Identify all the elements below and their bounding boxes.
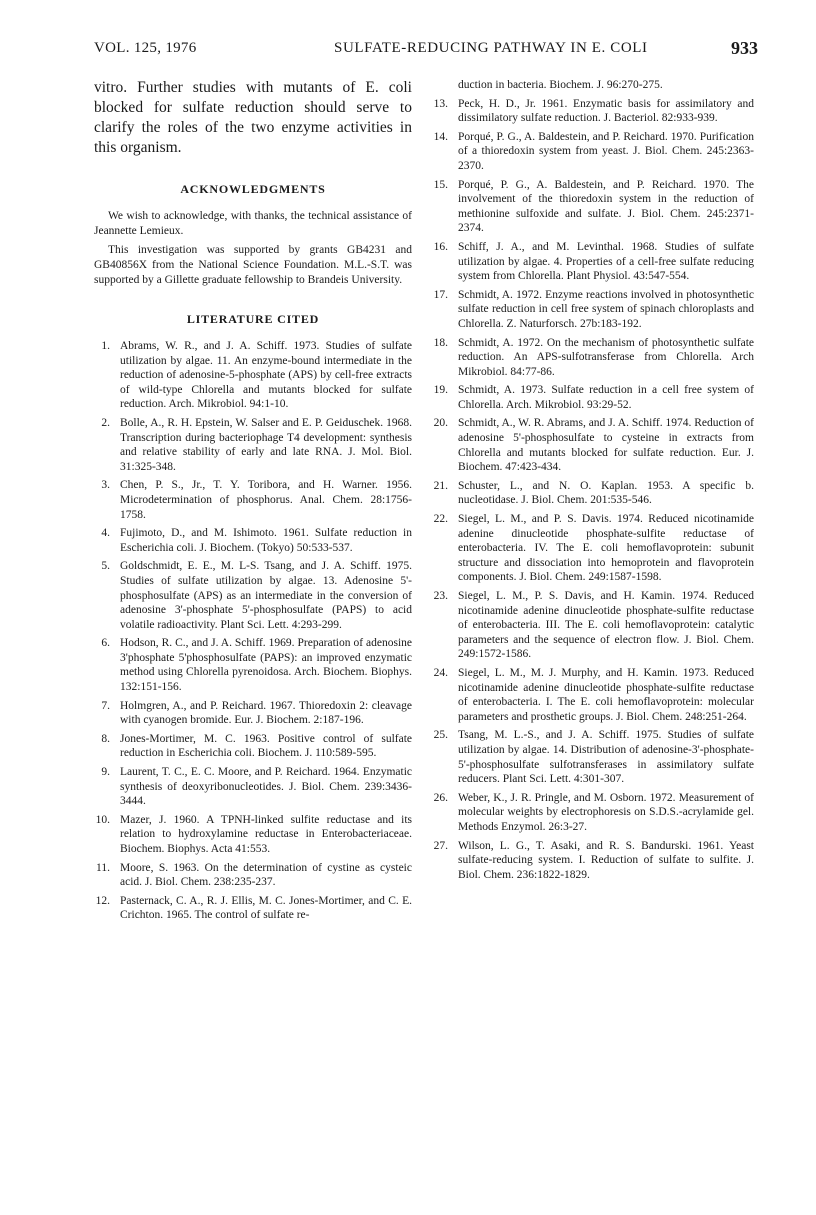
reference-item bbox=[432, 130, 754, 174]
reference-item bbox=[94, 416, 412, 474]
reference-number: 5. bbox=[101, 560, 110, 573]
reference-item bbox=[94, 732, 412, 761]
reference-text: Porqué, P. G., A. Baldestein, and P. Reichard. 1970. Purification of a thioredoxin system from yeast. J. Biol. Chem. 245:2363-2370. bbox=[458, 130, 754, 172]
reference-number: 22. bbox=[433, 513, 448, 526]
reference-number: 1. bbox=[101, 340, 110, 352]
reference-item bbox=[94, 526, 412, 555]
reference-text: Peck, H. D., Jr. 1961. Enzymatic basis for assimilatory and dissimilatory sulfate reduction. J. Bacteriol. 82:933-939. bbox=[458, 97, 754, 125]
reference-text: Hodson, R. C., and J. A. Schiff. 1969. Preparation of adenosine 3'phosphate 5'phosphosulfate (PAPS): an improved enzymatic method using Chlorella pyrenoidosa. Arch. Biochem. Biophys. 132:151-156. bbox=[120, 637, 412, 694]
reference-number: 19. bbox=[433, 384, 448, 397]
reference-item bbox=[94, 636, 412, 694]
reference-number: 10. bbox=[95, 813, 110, 826]
acknowledgments-title: ACKNOWLEDGMENTS bbox=[180, 182, 326, 196]
reference-item bbox=[94, 861, 412, 890]
reference-number: 26. bbox=[433, 791, 448, 804]
reference-number: 15. bbox=[433, 178, 448, 191]
reference-number: 4. bbox=[101, 527, 110, 540]
reference-text: Tsang, M. L.-S., and J. A. Schiff. 1975. Studies of sulfate utilization by algae. 14. Distribution of adenosine-3'-phosphate-5'-phosphosulfate sulfotransferases in assimilatory sulfate reducers. Plant Sci. Lett. 4:301-307. bbox=[458, 729, 754, 786]
reference-text: Laurent, T. C., E. C. Moore, and P. Reichard. 1964. Enzymatic synthesis of deoxyribonucleotides. J. Biol. Chem. 239:3436-3444. bbox=[120, 766, 412, 808]
reference-item bbox=[432, 666, 754, 724]
reference-text: Goldschmidt, E. E., M. L-S. Tsang, and J. A. Schiff. 1975. Studies of sulfate utilization by algae. 13. Adenosine 5'-phosphosulfate (APS) as an intermediate in the conversion of adenosine 3'-phosphate 5'-phosphosulfate (PAPS) to acid volatile radioactivity. Plant Sci. Lett. 4:293-299. bbox=[120, 560, 412, 631]
reference-number: 18. bbox=[433, 336, 448, 349]
reference-item bbox=[432, 383, 754, 412]
page-header bbox=[94, 38, 758, 62]
reference-number: 17. bbox=[433, 288, 448, 301]
reference-number: 2. bbox=[101, 416, 110, 429]
reference-number: 12. bbox=[95, 894, 110, 907]
reference-text: Schmidt, A. 1972. Enzyme reactions involved in photosynthetic sulfate reduction in cell free system of spinach chloroplasts and Chlorella. Z. Naturforsch. 27b:183-192. bbox=[458, 288, 754, 330]
reference-text: Moore, S. 1963. On the determination of cystine as cysteic acid. J. Biol. Chem. 238:235-237. bbox=[120, 861, 412, 889]
reference-text: Siegel, L. M., P. S. Davis, and H. Kamin. 1974. Reduced nicotinamide adenine dinucleotide phosphate-sulfite reductase of enterobacteria. III. The E. coli hemoflavoprotein: catalytic parameters and the sequence of electron flow. J. Biol. Chem. 249:1572-1586. bbox=[458, 590, 754, 661]
reference-item bbox=[432, 416, 754, 474]
reference-number: 9. bbox=[101, 766, 110, 779]
reference-text: Schmidt, A. 1972. On the mechanism of photosynthetic sulfate reduction. An APS-sulfotransferase from Chlorella. Arch Mikrobiol. 84:77-86. bbox=[458, 336, 754, 378]
reference-text: Porqué, P. G., A. Baldestein, and P. Reichard. 1970. The involvement of the thioredoxin system in the reduction of methionine sulfoxide and sulfate. J. Biol. Chem. 245:2371-2374. bbox=[458, 178, 754, 235]
reference-number: 6. bbox=[101, 637, 110, 650]
reference-text: Schiff, J. A., and M. Levinthal. 1968. Studies of sulfate utilization by algae. 4. Properties of a cell-free sulfate reducing system from Chlorella. Plant Physiol. 43:547-554. bbox=[458, 240, 754, 283]
right-column bbox=[432, 78, 754, 886]
reference-item bbox=[432, 479, 754, 508]
reference-item bbox=[94, 339, 412, 412]
reference-item bbox=[94, 765, 412, 809]
reference-item bbox=[94, 478, 412, 522]
reference-item bbox=[432, 728, 754, 786]
reference-text: Abrams, W. R., and J. A. Schiff. 1973. Studies of sulfate utilization by algae. 11. An enzyme-bound intermediate in the reduction of adenosine-5-phosphate (APS) by cell-free extracts of wild-type Chlorella and mutants blocked for sulfate reduction. Arch. Mikrobiol. 94:1-10. bbox=[120, 340, 412, 411]
reference-item bbox=[432, 97, 754, 126]
reference-number: 24. bbox=[433, 666, 448, 679]
reference-text: Chen, P. S., Jr., T. Y. Toribora, and H. Warner. 1956. Microdetermination of phosphorus. Anal. Chem. 28:1756-1758. bbox=[120, 479, 412, 521]
reference-item bbox=[94, 894, 412, 923]
reference-text: Bolle, A., R. H. Epstein, W. Salser and E. P. Geiduschek. 1968. Transcription during bacteriophage T4 development: synthesis and relative stability of early and late RNA. J. Mol. Biol. 31:325-348. bbox=[120, 416, 412, 473]
reference-number: 16. bbox=[433, 240, 448, 253]
reference-text: Schmidt, A. 1973. Sulfate reduction in a cell free system of Chlorella. Arch. Mikrobiol. 93:29-52. bbox=[458, 384, 754, 411]
reference-item bbox=[432, 240, 754, 284]
reference-item bbox=[432, 288, 754, 332]
reference-number: 3. bbox=[101, 479, 110, 492]
intro-paragraph: vitro. Further studies with mutants of E. coli blocked for sulfate reduction should serve to clarify the roles of the two enzyme activities in this organism. bbox=[94, 79, 412, 156]
reference-text: Siegel, L. M., M. J. Murphy, and H. Kamin. 1973. Reduced nicotinamide adenine dinucleotide phosphate-sulfite reductase of enterobacteria. I. The E. coli hemoflavoprotein: molecular parameters and prosthetic groups. J. Biol. Chem. 248:251-264. bbox=[458, 666, 754, 723]
reference-text: Pasternack, C. A., R. J. Ellis, M. C. Jones-Mortimer, and C. E. Crichton. 1965. The control of sulfate re- bbox=[120, 894, 412, 922]
reference-text: Holmgren, A., and P. Reichard. 1967. Thioredoxin 2: cleavage with cyanogen bromide. Eur. J. Biochem. 2:187-196. bbox=[120, 699, 412, 727]
reference-number: 23. bbox=[433, 590, 448, 602]
reference-item bbox=[432, 512, 754, 585]
reference-list-right bbox=[432, 97, 754, 883]
reference-text: Weber, K., J. R. Pringle, and M. Osborn. 1972. Measurement of molecular weights by electrophoresis on S.D.S.-acrylamide gel. Methods Enzymol. 26:3-27. bbox=[458, 791, 754, 833]
reference-continuation: duction in bacteria. Biochem. J. 96:270-275. bbox=[458, 79, 663, 91]
reference-text: Schuster, L., and N. O. Kaplan. 1953. A specific b. nucleotidase. J. Biol. Chem. 201:535-546. bbox=[458, 479, 754, 507]
reference-item bbox=[432, 839, 754, 883]
reference-number: 25. bbox=[433, 729, 448, 742]
reference-number: 11. bbox=[96, 861, 110, 874]
reference-text: Wilson, L. G., T. Asaki, and R. S. Bandurski. 1961. Yeast sulfate-reducing system. I. Reduction of sulfate to sulfite. J. Biol. Chem. 236:1822-1829. bbox=[458, 839, 754, 881]
reference-text: Jones-Mortimer, M. C. 1963. Positive control of sulfate reduction in Escherichia coli. Biochem. J. 110:589-595. bbox=[120, 732, 412, 760]
reference-text: Fujimoto, D., and M. Ishimoto. 1961. Sulfate reduction in Escherichia coli. J. Biochem. (Tokyo) 50:533-537. bbox=[120, 527, 412, 554]
funding-paragraph: This investigation was supported by grants GB4231 and GB40856X from the National Science Foundation. M.L.-S.T. was supported by a Gillette graduate fellowship to Brandeis University. bbox=[94, 244, 412, 286]
reference-text: Siegel, L. M., and P. S. Davis. 1974. Reduced nicotinamide adenine dinucleotide phosphate-sulfite reductase of enterobacteria. IV. The E. coli hemoflavoprotein: subunit structure and dissociation into hemoprotein and flavoprotein components. J. Biol. Chem. 249:1587-1598. bbox=[458, 513, 754, 584]
reference-item bbox=[94, 813, 412, 857]
reference-item bbox=[432, 589, 754, 662]
reference-number: 13. bbox=[433, 97, 448, 110]
literature-title: LITERATURE CITED bbox=[186, 312, 320, 326]
volume-label: VOL. 125, 1976 bbox=[94, 40, 197, 56]
reference-item bbox=[432, 336, 754, 380]
reference-text: Schmidt, A., W. R. Abrams, and J. A. Schiff. 1974. Reduction of adenosine 5'-phosphosulfate to cysteine in extracts from Chlorella and mutants blocked for sulfate reduction. Eur. J. Biochem. 47:423-434. bbox=[458, 417, 754, 474]
acknowledgment-paragraph: We wish to acknowledge, with thanks, the technical assistance of Jeannette Lemieux. bbox=[94, 210, 412, 237]
reference-item bbox=[94, 699, 412, 728]
reference-number: 7. bbox=[101, 699, 110, 712]
reference-number: 27. bbox=[433, 839, 448, 852]
page-number: 933 bbox=[731, 38, 758, 58]
reference-number: 20. bbox=[433, 417, 448, 430]
reference-list-left bbox=[94, 339, 412, 923]
reference-text: Mazer, J. 1960. A TPNH-linked sulfite reductase and its relation to hydroxylamine reductase in Enterobacteriaceae. Biochem. Biophys. Acta 41:553. bbox=[120, 813, 412, 855]
reference-number: 21. bbox=[433, 479, 448, 492]
reference-item bbox=[432, 791, 754, 835]
reference-number: 8. bbox=[101, 732, 110, 745]
running-title: SULFATE-REDUCING PATHWAY IN E. COLI bbox=[334, 40, 648, 56]
reference-item bbox=[432, 178, 754, 236]
left-column bbox=[94, 78, 412, 927]
reference-number: 14. bbox=[433, 130, 448, 143]
reference-item bbox=[94, 559, 412, 632]
